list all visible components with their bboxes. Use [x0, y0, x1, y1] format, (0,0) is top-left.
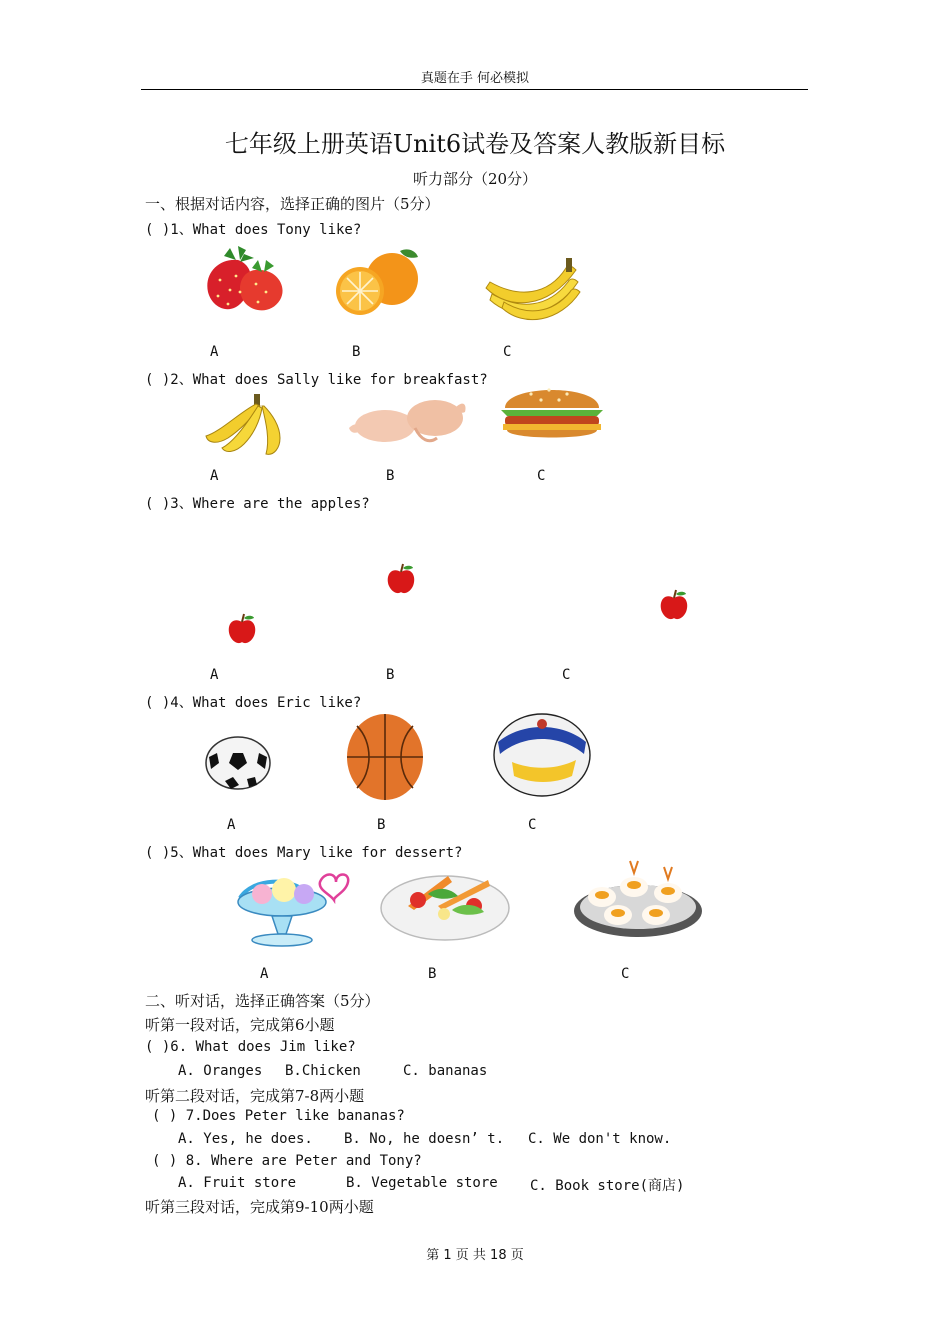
q6-option-b: B.Chicken [285, 1063, 361, 1079]
ice-cream-icon [212, 868, 354, 950]
strawberry-icon [200, 240, 290, 320]
q1-option-a: A [210, 344, 219, 360]
banana-icon [200, 392, 290, 460]
q3-option-c: C [562, 667, 571, 683]
q1-option-c: C [503, 344, 512, 360]
question-1: ( )1、What does Tony like? [145, 222, 362, 238]
q2-option-c: C [537, 468, 546, 484]
q4-option-c: C [528, 817, 537, 833]
banana-icon [478, 252, 583, 327]
header-rule [141, 89, 808, 90]
q3-option-a: A [210, 667, 219, 683]
q8-option-c: C. Book store(商店) [530, 1178, 685, 1194]
page-title: 七年级上册英语Unit6试卷及答案人教版新目标 [224, 130, 726, 158]
eggs-dish-icon [572, 857, 706, 939]
q6-option-a: A. Oranges [178, 1063, 263, 1079]
volleyball-icon [492, 712, 592, 798]
apple-icon [658, 588, 690, 622]
q7-option-c: C. We don't know. [528, 1131, 672, 1147]
q7-option-a: A. Yes, he does. [178, 1131, 313, 1147]
q5-option-a: A [260, 966, 269, 982]
question-3: ( )3、Where are the apples? [145, 496, 370, 512]
q2-option-b: B [386, 468, 395, 484]
q5-option-c: C [621, 966, 630, 982]
q8-option-b: B. Vegetable store [346, 1175, 498, 1191]
section2-part2: 听第二段对话，完成第7-8两小题 [145, 1087, 365, 1105]
q4-option-a: A [227, 817, 236, 833]
page-number: 第 1 页 共 18 页 [426, 1248, 524, 1263]
section2-heading: 二、听对话，选择正确答案（5分） [145, 992, 380, 1010]
apple-icon [226, 612, 258, 646]
q1-option-b: B [352, 344, 361, 360]
q6-option-c: C. bananas [403, 1063, 488, 1079]
section2-part1: 听第一段对话，完成第6小题 [145, 1016, 335, 1034]
q2-option-a: A [210, 468, 219, 484]
q4-option-b: B [377, 817, 386, 833]
salad-icon [378, 866, 512, 942]
question-8: ( ) 8. Where are Peter and Tony? [152, 1153, 422, 1169]
hamburger-icon [497, 378, 607, 450]
question-5: ( )5、What does Mary like for dessert? [145, 845, 463, 861]
q8-option-a: A. Fruit store [178, 1175, 297, 1191]
question-4: ( )4、What does Eric like? [145, 695, 362, 711]
question-2: ( )2、What does Sally like for breakfast? [145, 372, 488, 388]
page-subtitle: 听力部分（20分） [412, 170, 538, 188]
header-tagline: 真题在手 何必模拟 [420, 71, 530, 86]
chicken-icon [345, 388, 470, 450]
q5-option-b: B [428, 966, 437, 982]
q7-option-b: B. No, he doesn’ t. [344, 1131, 505, 1147]
section1-heading: 一、根据对话内容，选择正确的图片（5分） [145, 195, 440, 213]
section2-part3: 听第三段对话，完成第9-10两小题 [145, 1198, 374, 1216]
apple-icon [385, 562, 417, 596]
basketball-icon [343, 712, 427, 802]
soccer-ball-icon [203, 735, 273, 791]
question-7: ( ) 7.Does Peter like bananas? [152, 1108, 405, 1124]
orange-icon [330, 245, 425, 320]
q3-option-b: B [386, 667, 395, 683]
question-6: ( )6. What does Jim like? [145, 1039, 356, 1055]
